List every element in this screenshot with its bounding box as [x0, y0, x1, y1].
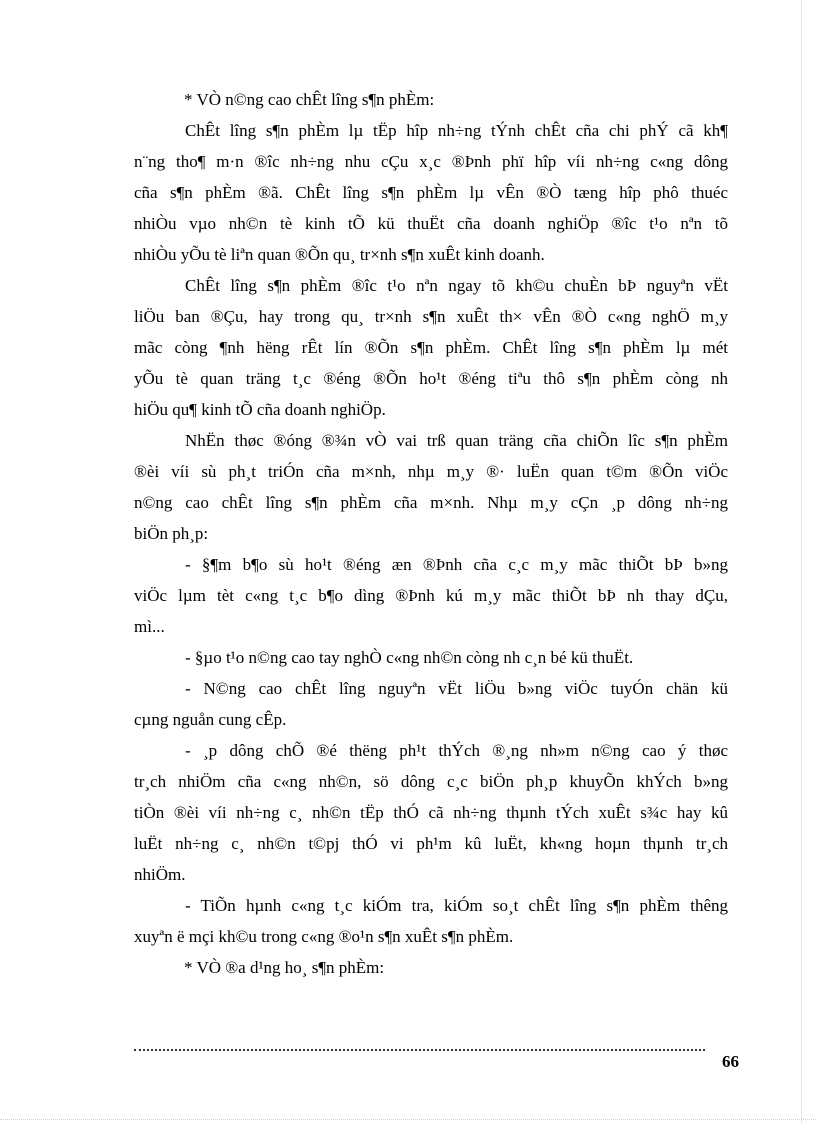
text-line: n©ng cao chÊt lîng s¶n phÈm cña m×nh. Nhµ m¸y cÇn ¸p dông nh÷ng	[134, 493, 728, 512]
text-line: mãc còng ¶nh hëng rÊt lín ®Õn s¶n phÈm. ChÊt lîng s¶n phÈm lµ mét	[134, 338, 728, 357]
text-line: - §µo t¹o n©ng cao tay nghÒ c«ng nh©n còng nh c¸n bé kü thuËt.	[185, 648, 634, 667]
text-line: mì...	[134, 617, 165, 636]
text-line: biÖn ph¸p:	[134, 524, 209, 543]
text-line: viÖc lµm tèt c«ng t¸c b¶o dìng ®Þnh kú m¸y mãc thiÕt bÞ nh thay dÇu,	[134, 586, 728, 605]
text-line: xuyªn ë mçi kh©u trong c«ng ®o¹n s¶n xuÊt s¶n phÈm.	[134, 927, 514, 946]
text-line: NhËn thøc ®óng ®¾n vÒ vai trß quan träng cña chiÕn lîc s¶n phÈm	[185, 431, 728, 450]
footer-dotted-rule	[134, 1049, 705, 1051]
text-line: luËt nh÷ng c¸ nh©n t©pj thÓ vi ph¹m kû luËt, kh«ng hoµn thµnh tr¸ch	[134, 834, 728, 853]
text-line: cµng nguån cung cÊp.	[134, 710, 287, 729]
text-line: ChÊt lîng s¶n phÈm ®îc t¹o nªn ngay tõ kh©u chuÈn bÞ nguyªn vËt	[185, 276, 728, 295]
text-line: - §¶m b¶o sù ho¹t ®éng æn ®Þnh cña c¸c m¸y mãc thiÕt bÞ b»ng	[185, 555, 728, 574]
section-heading: * VÒ ®a d¹ng ho¸ s¶n phÈm:	[184, 958, 385, 977]
text-line: cña s¶n phÈm ®ã. ChÊt lîng s¶n phÈm lµ vÊn ®Ò tæng hîp phô thuéc	[134, 183, 728, 202]
text-line: hiÖu qu¶ kinh tÕ cña doanh nghiÖp.	[134, 400, 386, 419]
text-line: liÖu ban ®Çu, hay trong qu¸ tr×nh s¶n xuÊt th× vÊn ®Ò c«ng nghÖ m¸y	[134, 307, 728, 326]
text-line: - ¸p dông chÕ ®é thëng ph¹t thÝch ®¸ng nh»m n©ng cao ý thøc	[185, 741, 728, 760]
text-line: - N©ng cao chÊt lîng nguyªn vËt liÖu b»ng viÖc tuyÓn chän kü	[185, 679, 728, 698]
text-line: tr¸ch nhiÖm cña c«ng nh©n, sö dông c¸c biÖn ph¸p khuyÕn khÝch b»ng	[134, 772, 728, 791]
document-body	[134, 84, 728, 983]
page-edge-bottom	[0, 1119, 816, 1120]
page-number: 66	[722, 1052, 739, 1071]
text-line: nhiÒu yÕu tè liªn quan ®Õn qu¸ tr×nh s¶n xuÊt kinh doanh.	[134, 245, 545, 264]
page-edge-right	[801, 0, 802, 1123]
text-line: ®èi víi sù ph¸t triÓn cña m×nh, nhµ m¸y ®· luËn quan t©m ®Õn viÖc	[134, 462, 728, 481]
section-heading: * VÒ n©ng cao chÊt lîng s¶n phÈm:	[184, 90, 435, 109]
text-line: nhiÒu vµo nh©n tè kinh tÕ kü thuËt cña doanh nghiÖp ®îc t¹o nªn tõ	[134, 214, 728, 233]
text-line: nhiÖm.	[134, 865, 186, 884]
text-line: ChÊt lîng s¶n phÈm lµ tËp hîp nh÷ng tÝnh chÊt cña chi phÝ cã kh¶	[185, 121, 728, 140]
text-line: yÕu tè quan träng t¸c ®éng ®Õn ho¹t ®éng tiªu thô s¶n phÈm còng nh	[134, 369, 728, 388]
text-line: n¨ng tho¶ m·n ®îc nh÷ng nhu cÇu x¸c ®Þnh phï hîp víi nh÷ng c«ng dông	[134, 152, 728, 171]
text-line: tiÒn ®èi víi nh÷ng c¸ nh©n tËp thÓ cã nh÷ng thµnh tÝch xuÊt s¾c hay kû	[134, 803, 728, 822]
text-line: - TiÕn hµnh c«ng t¸c kiÓm tra, kiÓm so¸t chÊt lîng s¶n phÈm thêng	[185, 896, 728, 915]
